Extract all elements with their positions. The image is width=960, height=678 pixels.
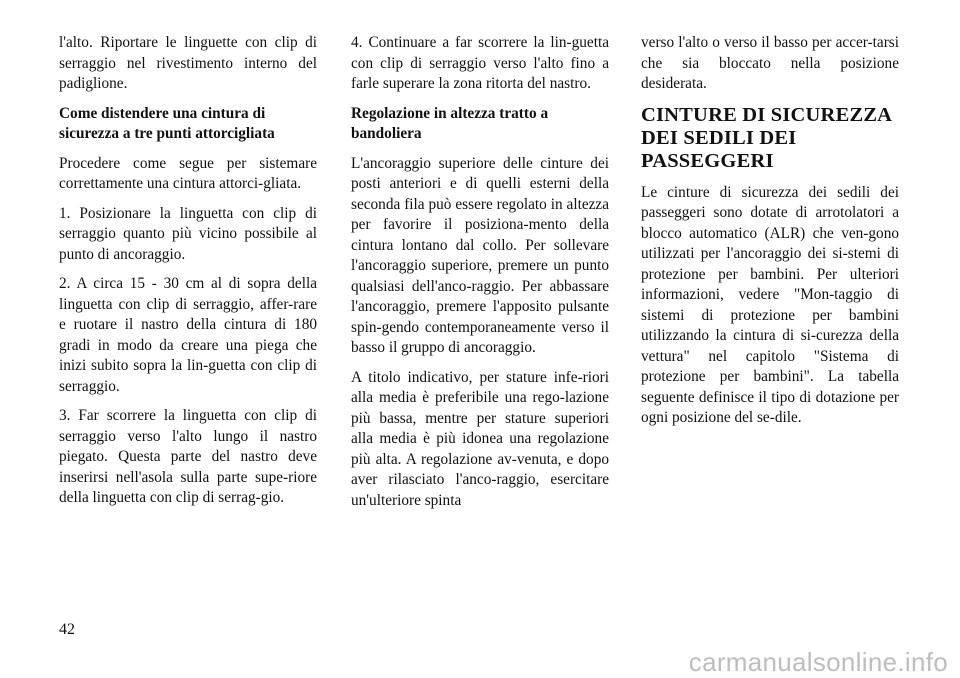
column-right	[641, 33, 899, 438]
paragraph: verso l'alto o verso il basso per accer-tarsi che sia bloccato nella posizione desiderata.	[641, 34, 899, 92]
paragraph: Le cinture di sicurezza dei sedili dei passeggeri sono dotate di arrotolatori a blocco automatico (ALR) che ven-gono utilizzati per l'ancoraggio dei si-stemi di protezione per bambini. Per ulteriori informazioni, vedere "Mon-taggio di sistemi di protezione per bambini utilizzando la cintura di si-curezza della vettura" nel capitolo "Sistema di protezione per bambini". La tabella seguente definisce il tipo di dotazione per ogni posizione del se-dile.	[641, 183, 899, 426]
column-middle	[351, 33, 609, 520]
section-title: CINTURE DI SICUREZZA DEI SEDILI DEI PASSEGGERI	[641, 103, 892, 172]
paragraph: L'ancoraggio superiore delle cinture dei posti anteriori e di quelli esterni della seconda fila può essere regolato in altezza per favorire il posiziona-mento della cintura lontano dal collo. Per sollevare l'ancoraggio superiore, premere un punto qualsiasi dell'anco-raggio. Per abbassare l'ancoraggio, premere l'apposito pulsante spin-gendo contemporaneamente verso il basso il gruppo di ancoraggio.	[351, 154, 609, 356]
column-left	[59, 33, 317, 518]
paragraph: Procedere come segue per sistemare correttamente una cintura attorci-gliata.	[59, 154, 317, 192]
paragraph: A titolo indicativo, per stature infe-riori alla media è preferibile una rego-lazione più bassa, mentre per stature superiori alla media è più idonea una regolazione più alta. A regolazione av-venuta, e dopo aver rilasciato l'anco-raggio, esercitare un'ulteriore spinta	[351, 368, 609, 509]
watermark: carmanualsonline.info	[688, 647, 948, 677]
step-2: 2. A circa 15 - 30 cm al di sopra della linguetta con clip di serraggio, affer-rare e ruotare il nastro della cintura di 180 gradi in modo da creare una piega che inizi subito sopra la lin-guetta con clip di serraggio.	[59, 275, 317, 395]
paragraph: l'alto. Riportare le linguette con clip di serraggio nel rivestimento interno del padiglione.	[59, 34, 317, 92]
step-3: 3. Far scorrere la linguetta con clip di serraggio verso l'alto lungo il nastro piegato. Questa parte del nastro deve inserirsi nell'asola sulla parte supe-riore della linguetta con clip di serrag-gio.	[59, 407, 317, 506]
step-4: 4. Continuare a far scorrere la lin-guetta con clip di serraggio verso l'alto fino a farle superare la zona ritorta del nastro.	[351, 34, 609, 92]
page-number: 42	[59, 621, 75, 638]
step-1: 1. Posizionare la linguetta con clip di serraggio quanto più vicino possibile al punto di ancoraggio.	[59, 204, 317, 263]
subheading-shoulder-height: Regolazione in altezza tratto a bandoliera	[351, 104, 549, 142]
subheading-twisted-belt: Come distendere una cintura di sicurezza a tre punti attorcigliata	[59, 104, 275, 142]
